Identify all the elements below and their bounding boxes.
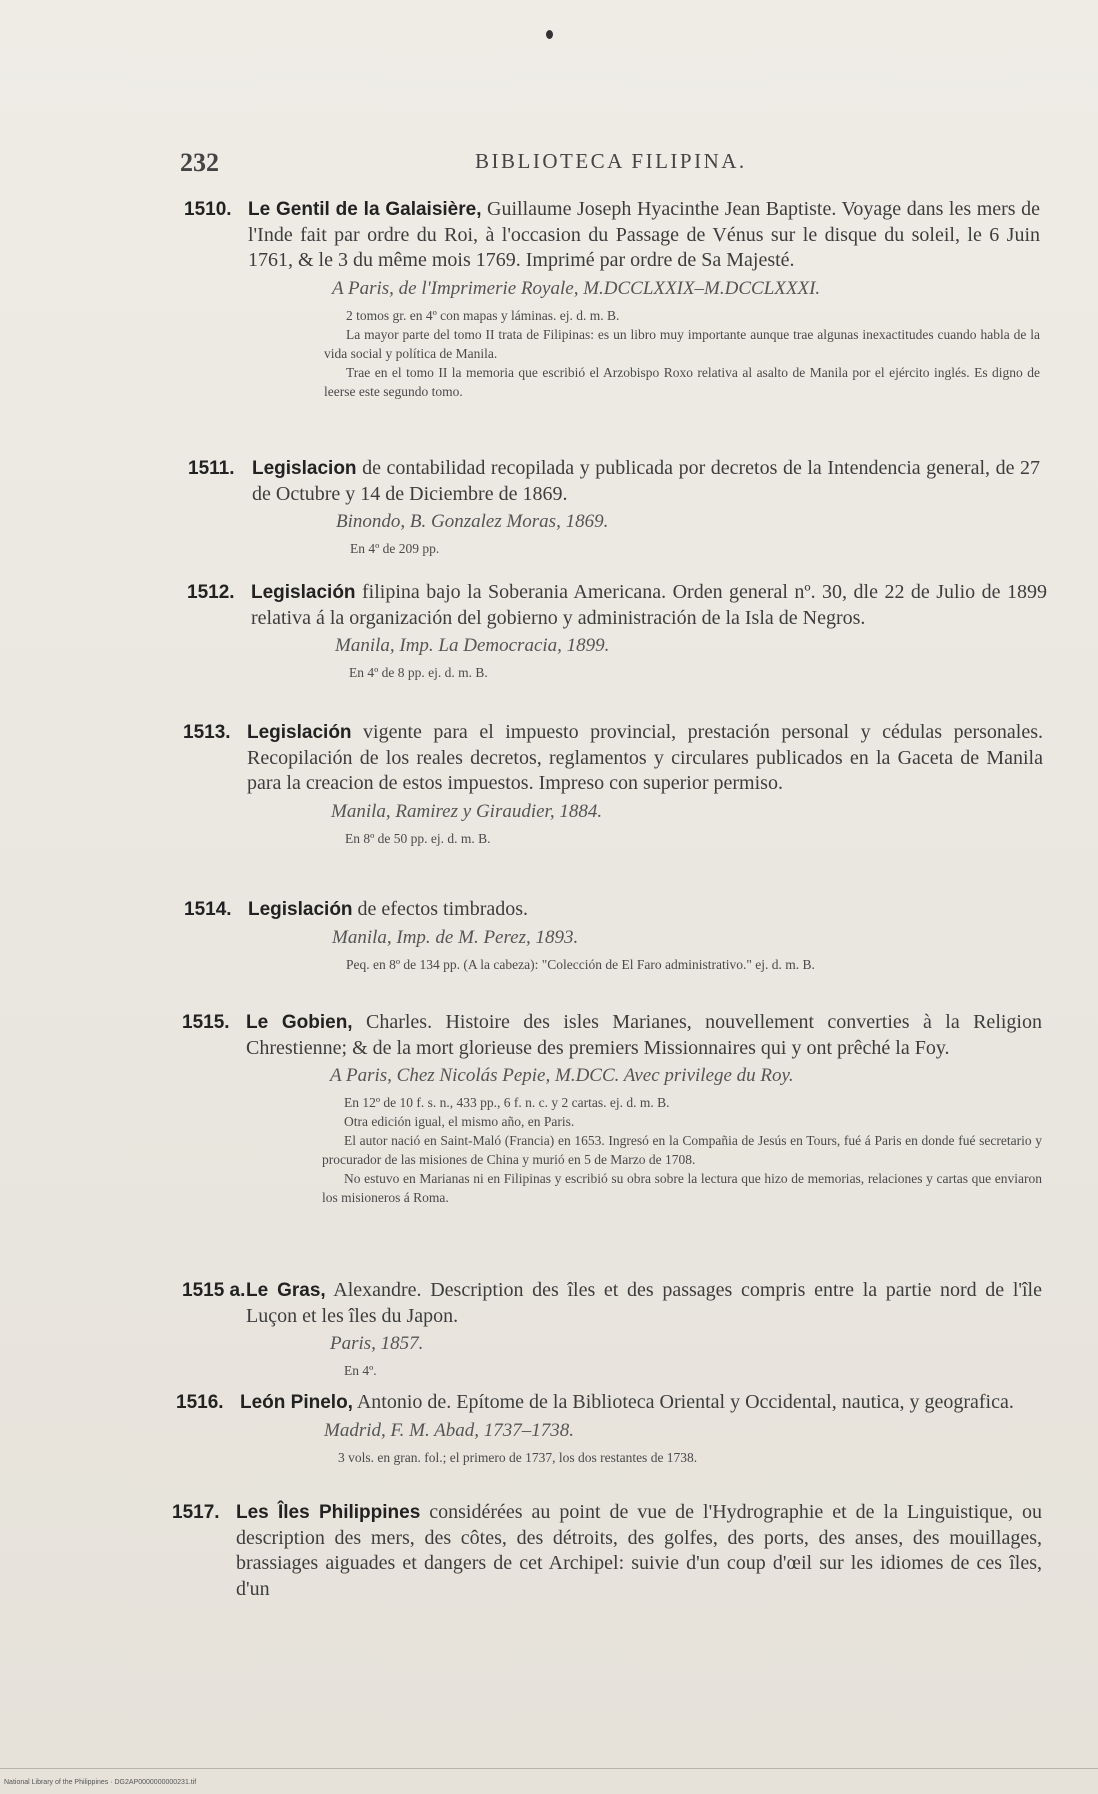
entry-imprint: Binondo, B. Gonzalez Moras, 1869. bbox=[336, 511, 609, 532]
entry-heading: Legislación bbox=[247, 722, 352, 743]
entry-heading: Le Gobien, bbox=[246, 1012, 353, 1033]
entry-number: 1515. bbox=[182, 1012, 230, 1033]
entry-body: Charles. Histoire des isles Marianes, nouvellement converties à la Religion Chrestienne; & de la mort glorieuse des premiers Missionnaires qui y ont prêché la Foy. bbox=[246, 1011, 1042, 1059]
entry-notes bbox=[316, 1448, 1036, 1467]
entry-imprint: A Paris, de l'Imprimerie Royale, M.DCCLXXIX–M.DCCLXXXI. bbox=[332, 277, 821, 299]
entry-heading: Legislación bbox=[248, 899, 353, 920]
entry-notes bbox=[323, 829, 1043, 848]
scan-edge bbox=[0, 1768, 1098, 1769]
entry-heading: Legislacion bbox=[252, 458, 357, 479]
entry-text bbox=[183, 720, 1043, 797]
entry-1515 bbox=[182, 1010, 1042, 1207]
page-number: 232 bbox=[180, 148, 219, 177]
entry-1511 bbox=[188, 456, 1040, 558]
entry-imprint: Manila, Ramirez y Giraudier, 1884. bbox=[331, 800, 603, 822]
entry-text bbox=[184, 897, 1044, 923]
entry-imprint: Manila, Imp. La Democracia, 1899. bbox=[335, 635, 610, 656]
note-line: En 4º. bbox=[344, 1363, 377, 1378]
entry-number: 1516. bbox=[176, 1392, 224, 1413]
entry-notes bbox=[324, 306, 1040, 401]
entry-imprint: A Paris, Chez Nicolás Pepie, M.DCC. Avec privilege du Roy. bbox=[330, 1065, 794, 1086]
entry-body: vigente para el impuesto provincial, prestación personal y cédulas personales. Recopilación de los reales decretos, reglamentos y circulares publicados en la Gaceta de Manila para la creacion de estos impuestos. Impreso con superior permiso. bbox=[247, 721, 1043, 794]
entry-body: considérées au point de vue de l'Hydrographie et de la Linguistique, ou description des mers, des côtes, des détroits, des golfes, des ports, des anses, des mouillages, brassiages aiguades et dangers de cet Archipel: suivie d'un coup d'œil sur les idiomes de ces îles, d'un bbox=[236, 1501, 1042, 1600]
entry-text bbox=[172, 1500, 1042, 1602]
entry-number: 1515 a. bbox=[182, 1280, 246, 1301]
entry-notes bbox=[322, 1361, 1042, 1380]
entry-heading: Le Gentil de la Galaisière, bbox=[248, 199, 482, 220]
note-line: En 8º de 50 pp. ej. d. m. B. bbox=[345, 830, 491, 846]
entry-notes bbox=[322, 1093, 1042, 1207]
entry-heading: León Pinelo, bbox=[240, 1392, 353, 1413]
entry-1516 bbox=[176, 1390, 1036, 1467]
note-line: No estuvo en Marianas ni en Filipinas y escribió su obra sobre la lectura que hizo de memorias, relaciones y cartas que enviaron los misioneros á Roma. bbox=[322, 1171, 1042, 1205]
entry-text bbox=[182, 1278, 1042, 1329]
entry-1513 bbox=[183, 720, 1043, 848]
entry-body: de efectos timbrados. bbox=[352, 898, 529, 920]
entry-1512 bbox=[187, 580, 1047, 682]
entry-heading: Les Îles Philippines bbox=[236, 1502, 421, 1523]
entry-text bbox=[184, 197, 1040, 274]
entry-text bbox=[182, 1010, 1042, 1061]
entry-text bbox=[188, 456, 1040, 507]
entry-body: Guillaume Joseph Hyacinthe Jean Baptiste. Voyage dans les mers de l'Inde fait par ordre du Roi, à l'occasion du Passage de Vénus sur le disque du soleil, le 6 Juin 1761, & le 3 du même mois 1769. Imprimé par ordre de Sa Majesté. bbox=[248, 198, 1040, 271]
note-line: En 4º de 8 pp. ej. d. m. B. bbox=[349, 665, 488, 680]
note-line: En 12º de 10 f. s. n., 433 pp., 6 f. n. c. y 2 cartas. ej. d. m. B. bbox=[344, 1095, 670, 1110]
entry-number: 1510. bbox=[184, 199, 232, 220]
entry-number: 1511. bbox=[188, 458, 235, 479]
entry-number: 1513. bbox=[183, 722, 231, 743]
entry-heading: Legislación bbox=[251, 582, 356, 603]
note-line: 2 tomos gr. en 4º con mapas y láminas. ej. d. m. B. bbox=[346, 307, 620, 323]
note-line: Peq. en 8º de 134 pp. (A la cabeza): "Colección de El Faro administrativo." ej. d. m. B. bbox=[346, 956, 815, 972]
entry-body: Alexandre. Description des îles et des passages compris entre la partie nord de l'île Luçon et les îles du Japon. bbox=[246, 1279, 1042, 1327]
entry-imprint: Manila, Imp. de M. Perez, 1893. bbox=[332, 926, 579, 948]
note-line: En 4º de 209 pp. bbox=[350, 541, 440, 556]
note-line: 3 vols. en gran. fol.; el primero de 1737, los dos restantes de 1738. bbox=[338, 1449, 698, 1465]
note-line: Otra edición igual, el mismo año, en Paris. bbox=[344, 1114, 575, 1129]
entry-imprint: Madrid, F. M. Abad, 1737–1738. bbox=[324, 1419, 574, 1441]
entry-1510 bbox=[184, 197, 1040, 401]
entry-1517 bbox=[172, 1500, 1042, 1602]
entry-body: de contabilidad recopilada y publicada por decretos de la Intendencia general, de 27 de Octubre y 14 de Diciembre de 1869. bbox=[252, 457, 1040, 505]
entry-notes bbox=[328, 539, 1040, 558]
entry-text bbox=[176, 1390, 1036, 1416]
running-head: BIBLIOTECA FILIPINA. bbox=[475, 149, 747, 173]
note-line: El autor nació en Saint-Maló (Francia) en 1653. Ingresó en la Compañia de Jesús en Tours, fué á Paris en donde fué secretario y procurador de las misiones de China y murió en 5 de Marzo de 1708. bbox=[322, 1133, 1042, 1167]
entry-body: Antonio de. Epítome de la Biblioteca Oriental y Occidental, nautica, y geografica. bbox=[352, 1391, 1014, 1413]
entry-1514 bbox=[184, 897, 1044, 974]
ink-dot bbox=[546, 30, 553, 39]
note-line: La mayor parte del tomo II trata de Filipinas: es un libro muy importante aunque trae algunas inexactitudes cuando habla de la vida social y política de Manila. bbox=[324, 326, 1040, 361]
entry-text bbox=[187, 580, 1047, 631]
entry-number: 1517. bbox=[172, 1502, 220, 1523]
note-line: Trae en el tomo II la memoria que escribió el Arzobispo Roxo relativa al asalto de Manila por el ejército inglés. Es digno de leerse este segundo tomo. bbox=[324, 364, 1040, 399]
entry-notes bbox=[327, 663, 1047, 682]
entry-body: filipina bajo la Soberania Americana. Orden general nº. 30, dle 22 de Julio de 1899 relativa á la organización del gobierno y administración de la Isla de Negros. bbox=[251, 581, 1047, 629]
entry-imprint: Paris, 1857. bbox=[330, 1333, 424, 1354]
entry-heading: Le Gras, bbox=[246, 1280, 326, 1301]
entry-notes bbox=[324, 955, 1044, 974]
scan-credit: National Library of the Philippines · DG2AP0000000000231.tif bbox=[4, 1779, 197, 1786]
entry-number: 1514. bbox=[184, 899, 232, 920]
entry-number: 1512. bbox=[187, 582, 235, 603]
entry-1515a bbox=[182, 1278, 1042, 1380]
